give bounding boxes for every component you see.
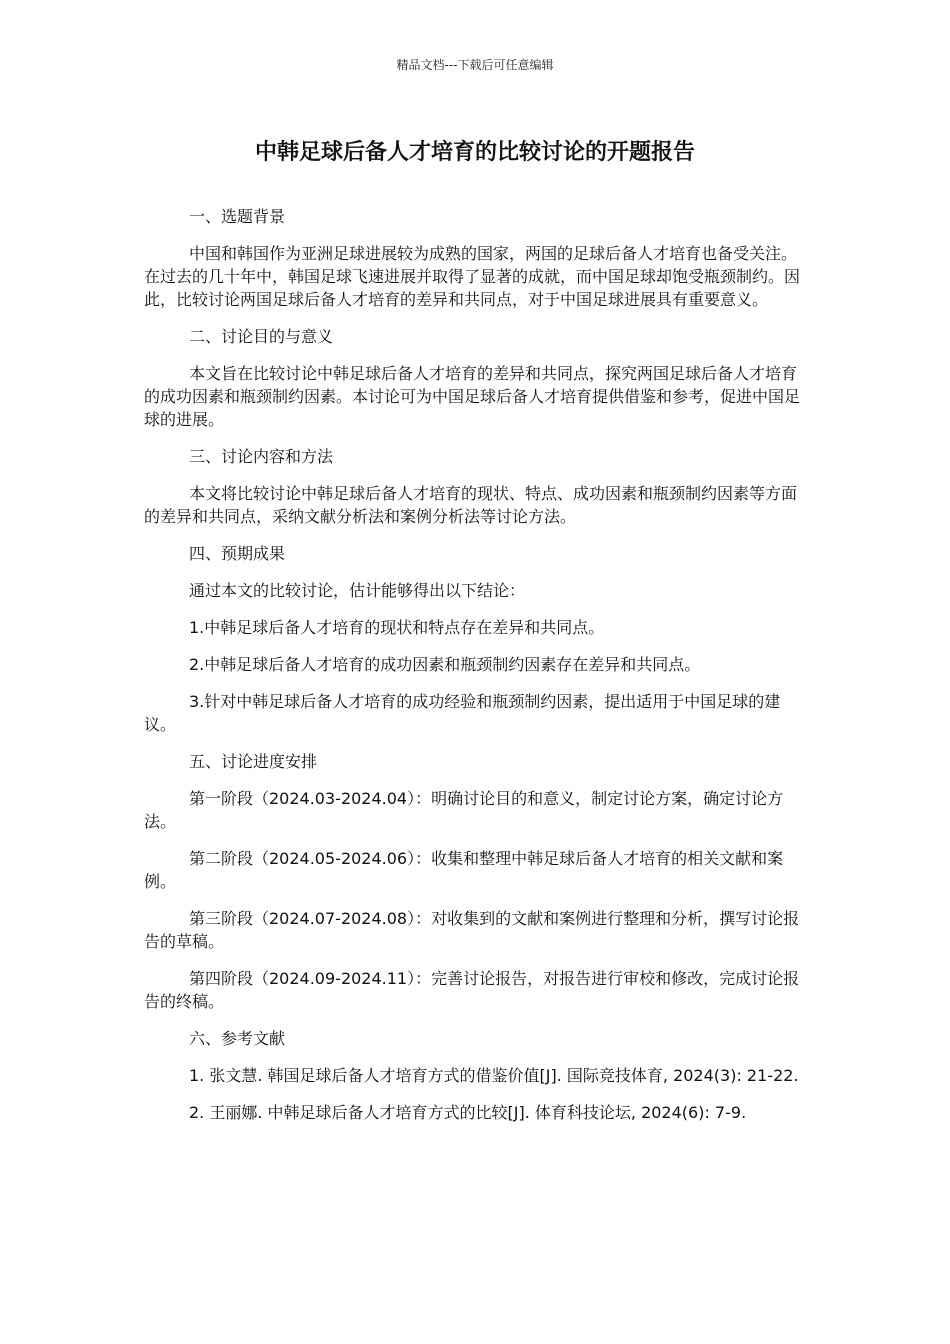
schedule-item: 第四阶段（2024.09-2024.11）：完善讨论报告，对报告进行审校和修改，完成讨论报告的终稿。 [144,969,800,1011]
schedule-item: 第三阶段（2024.07-2024.08）：对收集到的文献和案例进行整理和分析，撰写讨论报告的草稿。 [144,909,800,951]
result-item: 2.中韩足球后备人才培育的成功因素和瓶颈制约因素存在差异和共同点。 [189,655,701,674]
section-heading-schedule: 五、讨论进度安排 [189,752,318,771]
document-title: 中韩足球后备人才培育的比较讨论的开题报告 [254,140,695,165]
reference-item: 1. 张文慧. 韩国足球后备人才培育方式的借鉴价值[J]. 国际竞技体育, 2024(3): 21-22. [189,1066,799,1085]
background-paragraph: 中国和韩国作为亚洲足球进展较为成熟的国家，两国的足球后备人才培育也备受关注。在过去的几十年中，韩国足球飞速进展并取得了显著的成就，而中国足球却饱受瓶颈制约。因此，比较讨论两国足球后备人才培育的差异和共同点，对于中国足球进展具有重要意义。 [144,244,801,309]
section-heading-results: 四、预期成果 [189,544,286,563]
result-item: 1.中韩足球后备人才培育的现状和特点存在差异和共同点。 [189,618,605,637]
section-heading-purpose: 二、讨论目的与意义 [189,327,334,346]
schedule-item: 第一阶段（2024.03-2024.04）：明确讨论目的和意义，制定讨论方案，确定讨论方法。 [144,789,784,831]
section-heading-references: 六、参考文献 [189,1029,286,1048]
document-body [144,205,806,1138]
purpose-paragraph: 本文旨在比较讨论中韩足球后备人才培育的差异和共同点，探究两国足球后备人才培育的成功因素和瓶颈制约因素。本讨论可为中国足球后备人才培育提供借鉴和参考，促进中国足球的进展。 [144,364,801,429]
result-item: 3.针对中韩足球后备人才培育的成功经验和瓶颈制约因素，提出适用于中国足球的建议。 [144,692,781,734]
content-paragraph: 本文将比较讨论中韩足球后备人才培育的现状、特点、成功因素和瓶颈制约因素等方面的差异和共同点，采纳文献分析法和案例分析法等讨论方法。 [144,484,798,526]
section-heading-content: 三、讨论内容和方法 [189,447,334,466]
page-header: 精品文档---下载后可任意编辑 [396,58,554,72]
section-heading-background: 一、选题背景 [189,207,286,226]
reference-item: 2. 王丽娜. 中韩足球后备人才培育方式的比较[J]. 体育科技论坛, 2024(6): 7-9. [189,1103,747,1122]
schedule-item: 第二阶段（2024.05-2024.06）：收集和整理中韩足球后备人才培育的相关文献和案例。 [144,849,784,891]
results-intro: 通过本文的比较讨论，估计能够得出以下结论： [189,581,526,600]
